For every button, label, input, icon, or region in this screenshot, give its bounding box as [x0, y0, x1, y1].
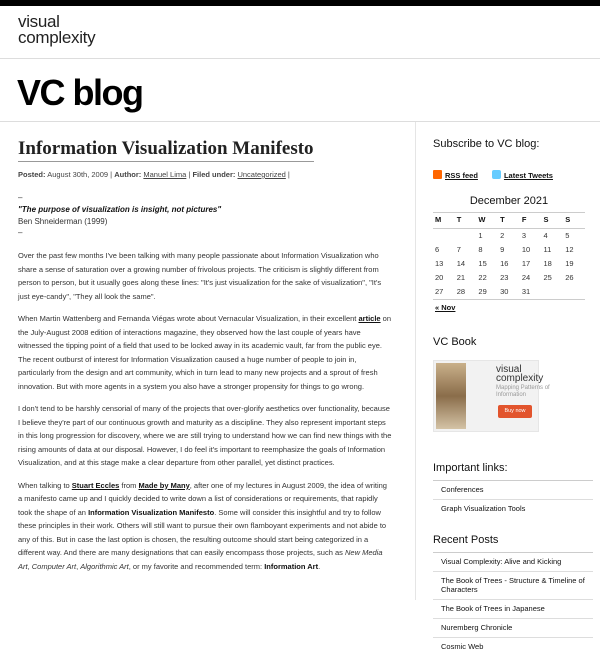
book-section	[433, 336, 593, 432]
logo-line2: complexity	[18, 28, 96, 47]
book-cover-image	[436, 363, 466, 429]
p4-text-b: from	[119, 480, 139, 490]
calendar-day: 30	[500, 287, 509, 296]
calendar-day: 8	[478, 245, 483, 254]
calendar-day: 11	[543, 245, 552, 254]
calendar-day: 24	[521, 273, 531, 282]
post	[18, 138, 393, 582]
recent-list	[433, 552, 593, 656]
twitter-icon	[492, 170, 501, 179]
calendar-day: 20	[435, 273, 444, 282]
links-list	[433, 480, 593, 518]
calendar-week	[433, 229, 585, 244]
calendar-day: 29	[478, 287, 487, 296]
links-section	[433, 462, 593, 518]
calendar-day: 9	[500, 245, 505, 254]
calendar-day: 23	[500, 273, 509, 282]
calendar-day: 17	[521, 259, 531, 268]
calendar-day: 18	[543, 259, 552, 268]
recent-section	[433, 534, 593, 656]
calendar-day-header: M	[435, 215, 442, 224]
p4-strong2: Information Art	[264, 561, 319, 571]
posted-label: Posted:	[18, 170, 46, 179]
calendar-day: 5	[565, 231, 570, 240]
subscribe-heading: Subscribe to VC blog:	[433, 138, 540, 150]
calendar-day: 6	[435, 245, 440, 254]
p2-text-b: on the July-August 2008 edition of interactions magazine, they observed how the last couple of years have witnessed the tipping point of a field that used to be locked away in its academic vault, far from the public eye. The recent outburst of interest for Information Visualization caused a huge number of people to join in, particularly from the design and art community, which in turn lead to many new projects and a sprout of fresh innovation. But with more agents in a system you also have a stronger propensity for things to go wrong.	[18, 314, 392, 391]
author-label: Author:	[114, 170, 142, 179]
recent-heading: Recent Posts	[433, 534, 499, 546]
important-link-item[interactable]: Graph Visualization Tools	[433, 499, 593, 518]
calendar-day: 19	[565, 259, 574, 268]
book-heading: VC Book	[433, 336, 477, 348]
calendar-day-header: T	[500, 215, 505, 224]
calendar-week	[433, 257, 585, 271]
calendar-day: 1	[478, 231, 483, 240]
post-meta: Posted: August 30th, 2009 | Author: Manuel Lima | Filed under: Uncategorized |	[18, 170, 290, 179]
quote-text: "The purpose of visualization is insight, not pictures"	[18, 205, 222, 214]
recent-post-item[interactable]: The Book of Trees - Structure & Timeline of Characters	[433, 571, 593, 599]
article-link[interactable]: article	[358, 314, 381, 323]
calendar-day: 31	[521, 287, 531, 296]
rss-feed-link[interactable]	[433, 170, 478, 180]
calendar-day	[455, 229, 477, 244]
filed-label: Filed under:	[192, 170, 236, 179]
post-date: August 30th, 2009	[47, 170, 109, 179]
quote-dash-top: –	[18, 193, 23, 202]
calendar-nav	[433, 300, 585, 316]
important-link-item[interactable]: Conferences	[433, 480, 593, 499]
calendar-day-header: S	[543, 215, 549, 224]
made-by-many-link[interactable]: Made by Many	[138, 480, 190, 490]
calendar-day: 2	[500, 231, 505, 240]
p2-text-a: When Martin Wattenberg and Fernanda Viégas wrote about Vernacular Visualization, in their excellent	[18, 314, 359, 323]
paragraph-4: When talking to Stuart Eccles from Made by Many, after one of my lectures in August 2009, the idea of writing a manifesto came up and I quickly decided to write down a list of considerations or requirements, that rapidly took the shape of an Information Visualization Manifesto. Some will consider this insightful and try to follow these principles in their work. Others will still want to pursue their own flamboyant experiments and not abide to any of this. But in case the last option is chosen, the resulting outcome should start being categorized in a different way. And there are many designations that can easily encompass those projects, such as New Media Art, Computer Art, Algorithmic Art, or my favorite and recommended term: Information Art.	[18, 480, 387, 571]
calendar-day: 14	[456, 259, 466, 268]
feed-links	[433, 170, 593, 180]
recent-post-item[interactable]: Visual Complexity: Alive and Kicking	[433, 552, 593, 571]
calendar-day: 28	[456, 287, 466, 296]
recent-post-item[interactable]: Nuremberg Chronicle	[433, 618, 593, 637]
paragraph-3: I don't tend to be harshly censorial of many of the projects that over-glorify aesthetics over functionality, because I believe they're part of our continuous growth and maturity as a discipline. They also represent important steps in this long progression for discovery, where we are still trying to understand how we can find new things with the rising amounts of data at our disposal. However, I do feel it's important to reemphasize the goals of Information Visualization, and at this stage make a clear departure from other parallel, yet distinct practices.	[18, 404, 392, 467]
calendar-day	[542, 285, 564, 300]
p4-text-a: When talking to	[18, 480, 72, 490]
paragraph-1: Over the past few months I've been talking with many people passionate about Information Visualization who share a sense of saturation over a growing number of frivolous projects. The criticism is slightly different from person to person, but it usually goes along these lines: "It's just visualization for the sake of visualization", "It's just eye-candy", "They all look the same".	[18, 251, 382, 301]
p4-em3: Algorithmic Art	[80, 561, 129, 571]
rss-label: RSS feed	[445, 171, 478, 180]
calendar-day: 21	[456, 273, 466, 282]
calendar-day: 26	[565, 273, 574, 282]
p4-em1: New Media Art	[18, 548, 383, 571]
calendar-day: 10	[521, 245, 531, 254]
calendar-day: 16	[500, 259, 509, 268]
column-divider	[415, 122, 416, 600]
calendar-day-header: T	[456, 215, 462, 224]
calendar-day: 7	[456, 245, 461, 254]
calendar-prev-link[interactable]: « Nov	[435, 303, 456, 312]
p4-text-f: , or my favorite and recommended term:	[128, 561, 265, 571]
book-subtitle: Mapping Patterns of Information	[496, 385, 550, 398]
calendar-week	[433, 285, 585, 300]
p4-text-c: , after one of my lectures in August 2009, the idea of writing a manifesto came up and I quickly decided to write down a list of considerations or requirements, that rapidly took the shape of an	[18, 480, 387, 517]
calendar-nav-empty	[498, 300, 585, 316]
post-title[interactable]: Information Visualization Manifesto	[18, 138, 314, 162]
calendar-day: 3	[521, 231, 526, 240]
book-banner[interactable]	[433, 360, 550, 432]
sidebar	[433, 138, 593, 656]
book-title-line1: visual	[496, 364, 522, 375]
p4-text-g: .	[318, 561, 321, 571]
top-bar	[0, 0, 600, 6]
calendar-caption: December 2021	[469, 195, 549, 207]
calendar-nav-cell	[433, 300, 498, 316]
recent-post-item[interactable]: The Book of Trees in Japanese	[433, 599, 593, 618]
calendar-day	[433, 229, 455, 244]
calendar-day: 15	[478, 259, 487, 268]
paragraph-2	[18, 312, 393, 393]
calendar-day: 27	[435, 287, 444, 296]
book-title	[496, 365, 543, 383]
p4-strong: Information Visualization Manifesto	[88, 507, 215, 517]
links-heading: Important links:	[433, 462, 508, 474]
tweets-label: Latest Tweets	[503, 171, 553, 180]
site-logo[interactable]	[18, 14, 95, 46]
calendar-day: 22	[478, 273, 487, 282]
buy-now-button[interactable]: Buy now	[498, 405, 532, 418]
calendar-day: 12	[565, 245, 574, 254]
calendar	[433, 195, 585, 315]
calendar-day-header: W	[478, 215, 486, 224]
stuart-eccles-link[interactable]: Stuart Eccles	[71, 480, 120, 490]
p4-text-d: . Some will consider this insightful and try to follow these principles in their work. Others will still want to pursue their own flamboyant experiments and not abide to any of this. But in case the last option is chosen, the resulting outcome should start being categorized in a different way. And there are many designations that can easily encompass those projects, such as	[18, 507, 387, 557]
calendar-table	[433, 212, 585, 315]
header-divider	[0, 58, 600, 59]
calendar-day	[563, 285, 585, 300]
author-link[interactable]: Manuel Lima	[143, 170, 187, 179]
title-divider	[0, 121, 600, 122]
latest-tweets-link[interactable]	[492, 170, 553, 180]
calendar-day-header: S	[565, 215, 571, 224]
blog-title[interactable]: VC blog	[17, 72, 143, 113]
book-title-line2: complexity	[496, 373, 544, 384]
quote-dash-bottom: –	[18, 228, 23, 237]
calendar-day-header: F	[521, 215, 527, 224]
p4-em2: Computer Art	[31, 561, 77, 571]
calendar-day: 4	[543, 231, 548, 240]
calendar-week	[433, 271, 585, 285]
quote-author: Ben Shneiderman (1999)	[18, 217, 108, 226]
calendar-day: 25	[543, 273, 552, 282]
rss-icon	[433, 170, 442, 179]
recent-post-item[interactable]: Cosmic Web	[433, 637, 593, 656]
category-link[interactable]: Uncategorized	[237, 170, 286, 179]
calendar-day: 13	[435, 259, 444, 268]
calendar-week	[433, 243, 585, 257]
logo-line1: visual	[18, 12, 60, 31]
